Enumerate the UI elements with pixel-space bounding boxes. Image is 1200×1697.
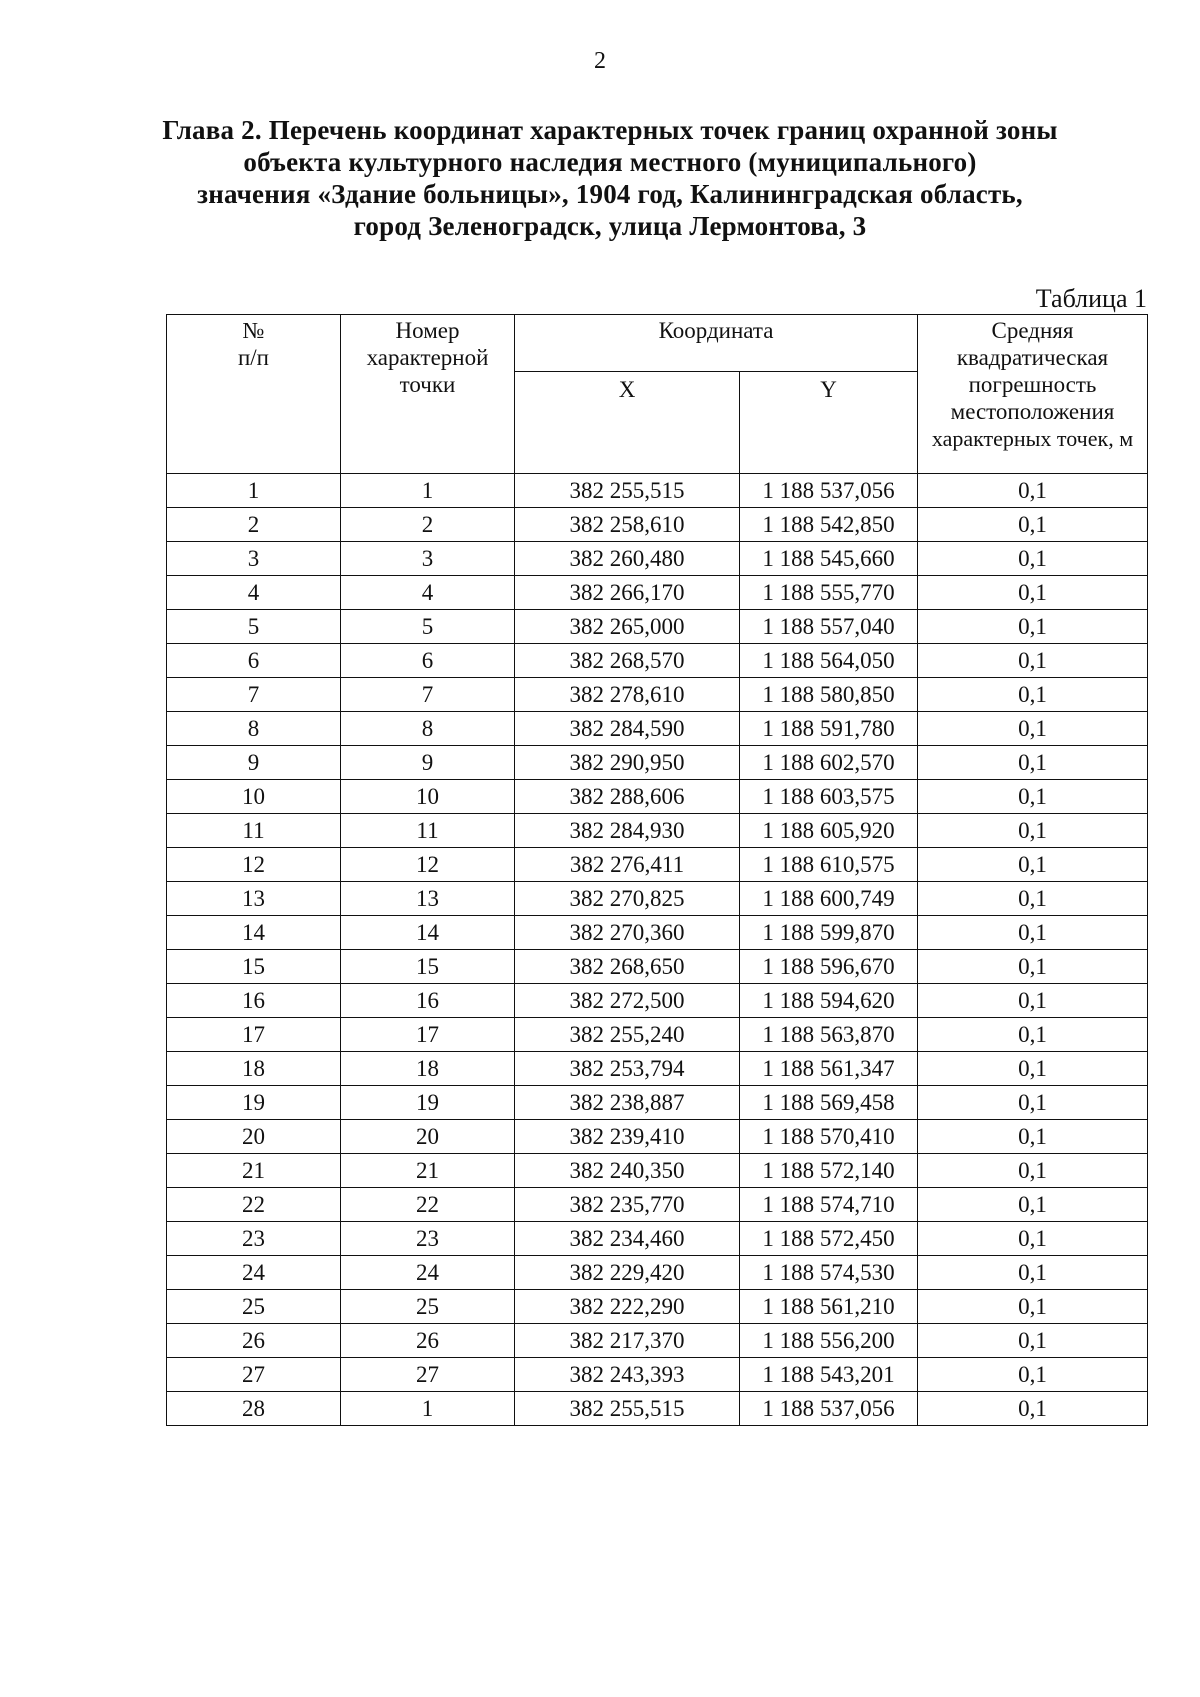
page-number: 2 <box>594 48 606 74</box>
cell-row-number: 16 <box>167 984 341 1018</box>
header-text: характерных точек, м <box>931 426 1134 451</box>
table-row <box>167 1120 1148 1154</box>
header-text: Средняя <box>991 318 1074 343</box>
cell-error: 0,1 <box>918 1086 1148 1120</box>
cell-point-number: 6 <box>341 644 515 678</box>
cell-error: 0,1 <box>918 1120 1148 1154</box>
title-line: значения «Здание больницы», 1904 год, Калининградская область, <box>197 179 1023 209</box>
cell-x: 382 253,794 <box>515 1052 740 1086</box>
cell-error: 0,1 <box>918 508 1148 542</box>
table-row <box>167 780 1148 814</box>
cell-point-number: 24 <box>341 1256 515 1290</box>
cell-error: 0,1 <box>918 1154 1148 1188</box>
table-row <box>167 814 1148 848</box>
cell-point-number: 23 <box>341 1222 515 1256</box>
header-error <box>918 315 1148 474</box>
header-text: № <box>242 318 265 343</box>
cell-point-number: 15 <box>341 950 515 984</box>
cell-row-number: 3 <box>167 542 341 576</box>
cell-point-number: 27 <box>341 1358 515 1392</box>
cell-point-number: 2 <box>341 508 515 542</box>
header-y: Y <box>740 372 918 474</box>
cell-x: 382 255,240 <box>515 1018 740 1052</box>
cell-row-number: 8 <box>167 712 341 746</box>
cell-point-number: 25 <box>341 1290 515 1324</box>
cell-point-number: 11 <box>341 814 515 848</box>
cell-point-number: 22 <box>341 1188 515 1222</box>
table-row <box>167 1222 1148 1256</box>
cell-error: 0,1 <box>918 678 1148 712</box>
cell-point-number: 16 <box>341 984 515 1018</box>
cell-row-number: 24 <box>167 1256 341 1290</box>
table-row <box>167 1358 1148 1392</box>
cell-point-number: 1 <box>341 1392 515 1426</box>
cell-error: 0,1 <box>918 1324 1148 1358</box>
cell-point-number: 7 <box>341 678 515 712</box>
cell-error: 0,1 <box>918 848 1148 882</box>
header-text: п/п <box>237 345 269 370</box>
table-row <box>167 984 1148 1018</box>
cell-y: 1 188 564,050 <box>740 644 918 678</box>
header-text: характерной <box>366 345 489 370</box>
cell-y: 1 188 561,210 <box>740 1290 918 1324</box>
cell-row-number: 23 <box>167 1222 341 1256</box>
header-text: квадратическая <box>956 345 1109 370</box>
cell-row-number: 22 <box>167 1188 341 1222</box>
cell-point-number: 17 <box>341 1018 515 1052</box>
header-text: местоположения <box>950 399 1115 424</box>
cell-y: 1 188 570,410 <box>740 1120 918 1154</box>
cell-error: 0,1 <box>918 542 1148 576</box>
cell-error: 0,1 <box>918 1358 1148 1392</box>
cell-error: 0,1 <box>918 916 1148 950</box>
chapter-title <box>150 114 1070 242</box>
cell-y: 1 188 556,200 <box>740 1324 918 1358</box>
cell-error: 0,1 <box>918 1290 1148 1324</box>
cell-row-number: 4 <box>167 576 341 610</box>
cell-point-number: 13 <box>341 882 515 916</box>
header-text: Номер <box>395 318 460 343</box>
table-caption: Таблица 1 <box>1035 284 1147 313</box>
cell-y: 1 188 561,347 <box>740 1052 918 1086</box>
cell-y: 1 188 542,850 <box>740 508 918 542</box>
cell-y: 1 188 591,780 <box>740 712 918 746</box>
cell-row-number: 2 <box>167 508 341 542</box>
cell-y: 1 188 537,056 <box>740 1392 918 1426</box>
cell-y: 1 188 610,575 <box>740 848 918 882</box>
cell-x: 382 265,000 <box>515 610 740 644</box>
cell-x: 382 217,370 <box>515 1324 740 1358</box>
cell-x: 382 288,606 <box>515 780 740 814</box>
cell-y: 1 188 574,710 <box>740 1188 918 1222</box>
table-body <box>167 474 1148 1426</box>
table-row <box>167 610 1148 644</box>
cell-error: 0,1 <box>918 984 1148 1018</box>
table-row <box>167 916 1148 950</box>
cell-x: 382 268,650 <box>515 950 740 984</box>
cell-y: 1 188 574,530 <box>740 1256 918 1290</box>
cell-error: 0,1 <box>918 1188 1148 1222</box>
cell-error: 0,1 <box>918 1222 1148 1256</box>
cell-row-number: 27 <box>167 1358 341 1392</box>
cell-x: 382 268,570 <box>515 644 740 678</box>
cell-point-number: 26 <box>341 1324 515 1358</box>
cell-error: 0,1 <box>918 746 1148 780</box>
table-row <box>167 644 1148 678</box>
cell-x: 382 222,290 <box>515 1290 740 1324</box>
cell-x: 382 229,420 <box>515 1256 740 1290</box>
cell-error: 0,1 <box>918 712 1148 746</box>
header-text: погрешность <box>968 372 1097 397</box>
cell-error: 0,1 <box>918 474 1148 508</box>
cell-error: 0,1 <box>918 1256 1148 1290</box>
cell-point-number: 21 <box>341 1154 515 1188</box>
cell-y: 1 188 555,770 <box>740 576 918 610</box>
cell-row-number: 5 <box>167 610 341 644</box>
table-row <box>167 950 1148 984</box>
cell-x: 382 290,950 <box>515 746 740 780</box>
cell-y: 1 188 569,458 <box>740 1086 918 1120</box>
cell-y: 1 188 603,575 <box>740 780 918 814</box>
cell-row-number: 15 <box>167 950 341 984</box>
table-row <box>167 508 1148 542</box>
cell-row-number: 10 <box>167 780 341 814</box>
cell-x: 382 266,170 <box>515 576 740 610</box>
cell-y: 1 188 594,620 <box>740 984 918 1018</box>
table-row <box>167 576 1148 610</box>
table-row <box>167 712 1148 746</box>
header-x: X <box>515 372 740 474</box>
table-row <box>167 1256 1148 1290</box>
cell-row-number: 28 <box>167 1392 341 1426</box>
cell-y: 1 188 596,670 <box>740 950 918 984</box>
table-row <box>167 1154 1148 1188</box>
cell-row-number: 19 <box>167 1086 341 1120</box>
cell-x: 382 235,770 <box>515 1188 740 1222</box>
table-row <box>167 848 1148 882</box>
cell-point-number: 8 <box>341 712 515 746</box>
cell-point-number: 1 <box>341 474 515 508</box>
cell-row-number: 26 <box>167 1324 341 1358</box>
title-line: Глава 2. Перечень координат характерных точек границ охранной зоны <box>162 115 1058 145</box>
cell-y: 1 188 605,920 <box>740 814 918 848</box>
cell-x: 382 258,610 <box>515 508 740 542</box>
cell-x: 382 270,825 <box>515 882 740 916</box>
cell-row-number: 17 <box>167 1018 341 1052</box>
cell-point-number: 20 <box>341 1120 515 1154</box>
cell-y: 1 188 602,570 <box>740 746 918 780</box>
cell-point-number: 10 <box>341 780 515 814</box>
cell-x: 382 255,515 <box>515 1392 740 1426</box>
cell-point-number: 4 <box>341 576 515 610</box>
cell-error: 0,1 <box>918 780 1148 814</box>
table-row <box>167 1018 1148 1052</box>
cell-x: 382 260,480 <box>515 542 740 576</box>
cell-row-number: 20 <box>167 1120 341 1154</box>
cell-point-number: 5 <box>341 610 515 644</box>
header-point-number <box>341 315 515 474</box>
table-row <box>167 542 1148 576</box>
title-line: город Зеленоградск, улица Лермонтова, 3 <box>353 211 867 241</box>
cell-row-number: 11 <box>167 814 341 848</box>
cell-point-number: 12 <box>341 848 515 882</box>
cell-x: 382 284,930 <box>515 814 740 848</box>
cell-row-number: 25 <box>167 1290 341 1324</box>
cell-y: 1 188 545,660 <box>740 542 918 576</box>
table-row <box>167 1086 1148 1120</box>
cell-row-number: 18 <box>167 1052 341 1086</box>
cell-x: 382 278,610 <box>515 678 740 712</box>
cell-x: 382 272,500 <box>515 984 740 1018</box>
cell-error: 0,1 <box>918 882 1148 916</box>
table-row <box>167 882 1148 916</box>
cell-row-number: 13 <box>167 882 341 916</box>
cell-point-number: 18 <box>341 1052 515 1086</box>
cell-error: 0,1 <box>918 610 1148 644</box>
cell-row-number: 14 <box>167 916 341 950</box>
cell-row-number: 1 <box>167 474 341 508</box>
cell-error: 0,1 <box>918 814 1148 848</box>
cell-error: 0,1 <box>918 1052 1148 1086</box>
cell-x: 382 243,393 <box>515 1358 740 1392</box>
cell-y: 1 188 600,749 <box>740 882 918 916</box>
cell-y: 1 188 572,450 <box>740 1222 918 1256</box>
cell-x: 382 270,360 <box>515 916 740 950</box>
cell-row-number: 7 <box>167 678 341 712</box>
cell-row-number: 21 <box>167 1154 341 1188</box>
table-row <box>167 1290 1148 1324</box>
cell-row-number: 9 <box>167 746 341 780</box>
cell-point-number: 14 <box>341 916 515 950</box>
table-row <box>167 746 1148 780</box>
coordinates-table <box>166 314 1148 1426</box>
cell-y: 1 188 599,870 <box>740 916 918 950</box>
cell-y: 1 188 557,040 <box>740 610 918 644</box>
cell-error: 0,1 <box>918 950 1148 984</box>
cell-point-number: 19 <box>341 1086 515 1120</box>
title-line: объекта культурного наследия местного (муниципального) <box>243 147 977 177</box>
cell-row-number: 6 <box>167 644 341 678</box>
cell-x: 382 284,590 <box>515 712 740 746</box>
cell-x: 382 276,411 <box>515 848 740 882</box>
cell-y: 1 188 580,850 <box>740 678 918 712</box>
table-row <box>167 678 1148 712</box>
cell-y: 1 188 563,870 <box>740 1018 918 1052</box>
cell-x: 382 240,350 <box>515 1154 740 1188</box>
cell-error: 0,1 <box>918 576 1148 610</box>
cell-point-number: 9 <box>341 746 515 780</box>
table-row <box>167 1324 1148 1358</box>
table-row <box>167 1188 1148 1222</box>
header-text: точки <box>399 372 456 397</box>
cell-point-number: 3 <box>341 542 515 576</box>
cell-error: 0,1 <box>918 1018 1148 1052</box>
cell-x: 382 239,410 <box>515 1120 740 1154</box>
header-row-number <box>167 315 341 474</box>
cell-y: 1 188 537,056 <box>740 474 918 508</box>
cell-error: 0,1 <box>918 1392 1148 1426</box>
cell-x: 382 234,460 <box>515 1222 740 1256</box>
cell-x: 382 238,887 <box>515 1086 740 1120</box>
cell-row-number: 12 <box>167 848 341 882</box>
cell-error: 0,1 <box>918 644 1148 678</box>
cell-y: 1 188 572,140 <box>740 1154 918 1188</box>
cell-x: 382 255,515 <box>515 474 740 508</box>
header-coordinate: Координата <box>515 315 918 372</box>
table-row <box>167 1392 1148 1426</box>
table-row <box>167 474 1148 508</box>
table-row <box>167 1052 1148 1086</box>
cell-y: 1 188 543,201 <box>740 1358 918 1392</box>
